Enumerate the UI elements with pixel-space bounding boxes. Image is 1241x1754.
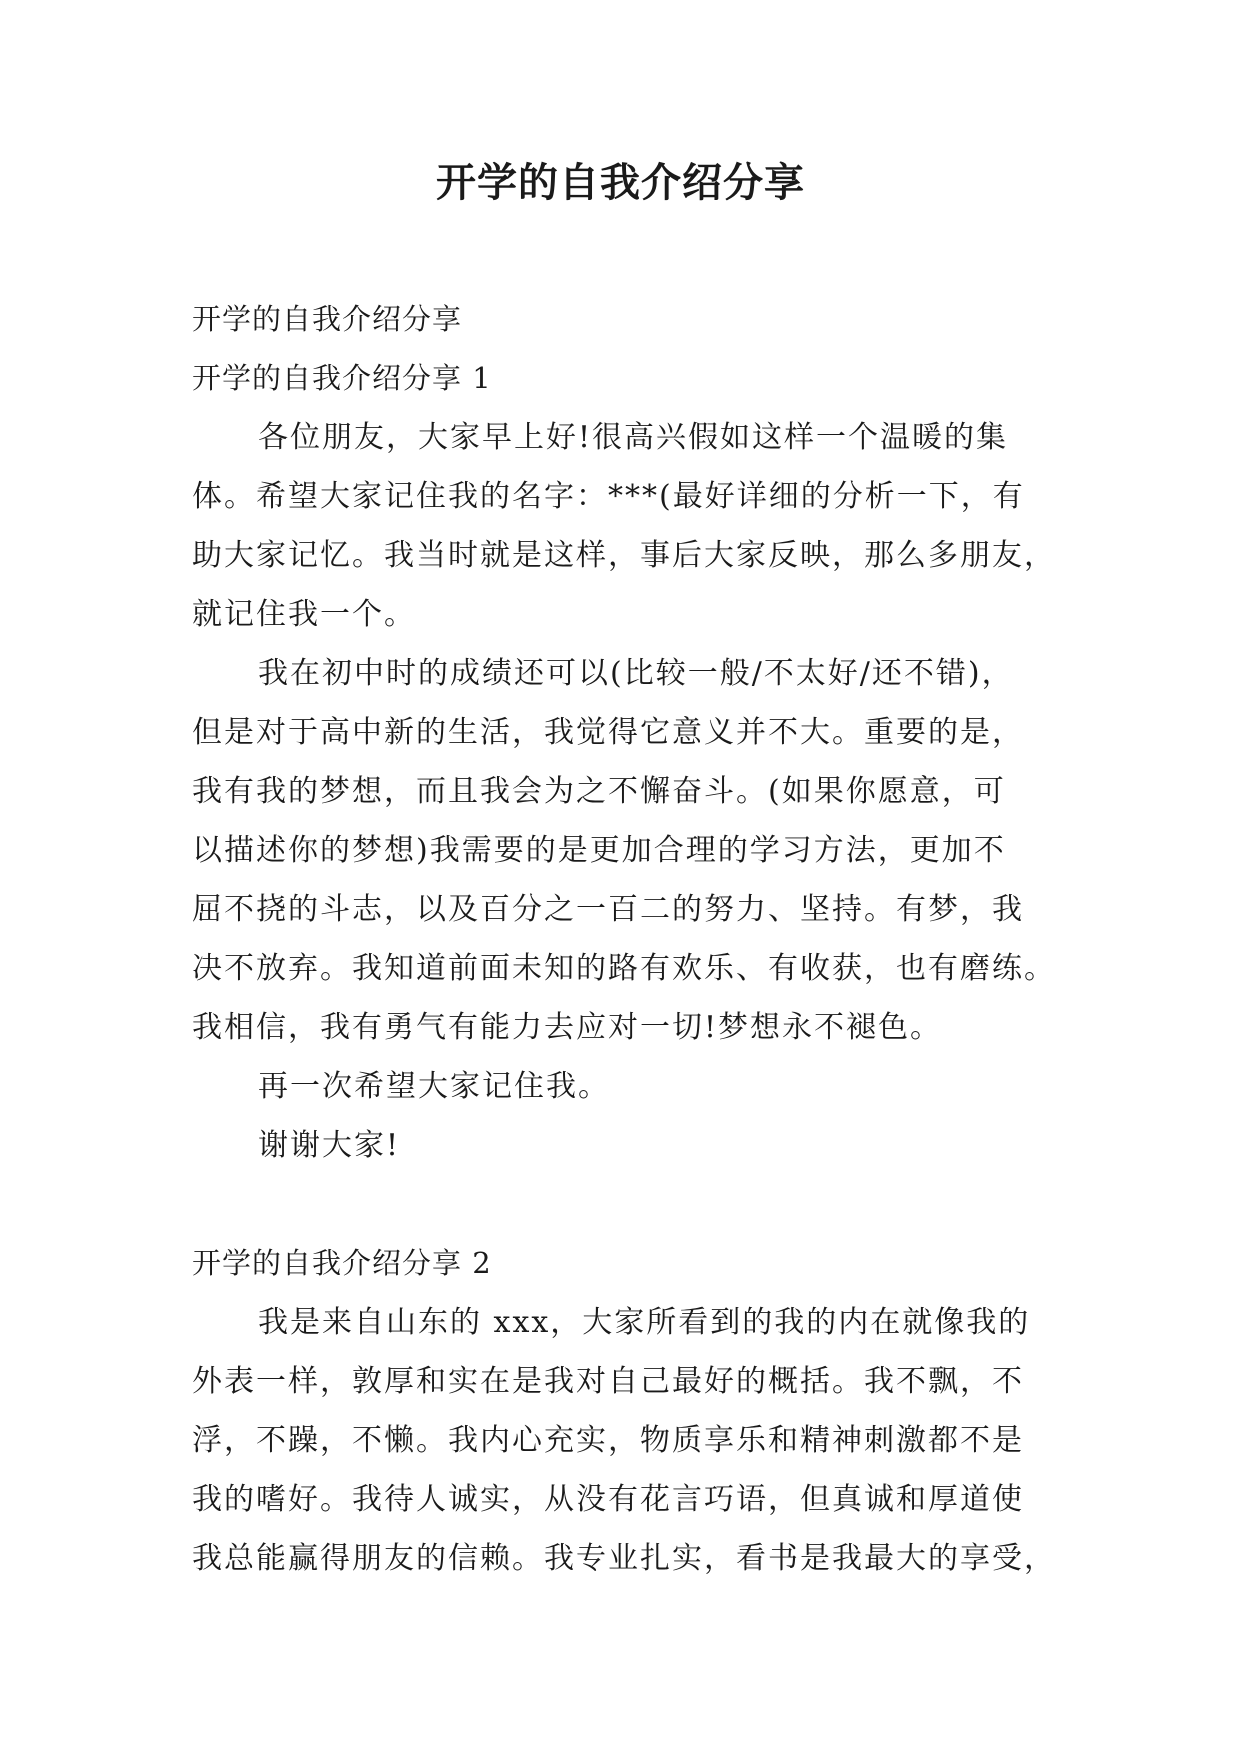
document-title: 开学的自我介绍分享 <box>436 160 805 206</box>
paragraph-line: 外表一样，敦厚和实在是我对自己最好的概括。我不飘，不 <box>192 1364 1024 1399</box>
paragraph-line: 各位朋友，大家早上好!很高兴假如这样一个温暖的集 <box>258 420 1009 455</box>
paragraph-line: 但是对于高中新的生活，我觉得它意义并不大。重要的是， <box>192 715 1024 750</box>
paragraph-line: 体。希望大家记住我的名字：***(最好详细的分析一下，有 <box>192 479 1025 514</box>
paragraph-line: 决不放弃。我知道前面未知的路有欢乐、有收获，也有磨练。 <box>192 951 1056 986</box>
paragraph-line: 浮，不躁，不懒。我内心充实，物质享乐和精神刺激都不是 <box>192 1423 1024 1458</box>
paragraph-line: 我是来自山东的 xxx，大家所看到的我的内在就像我的 <box>258 1305 1031 1340</box>
paragraph-line: 我总能赢得朋友的信赖。我专业扎实，看书是我最大的享受， <box>192 1541 1056 1576</box>
paragraph-line: 屈不挠的斗志，以及百分之一百二的努力、坚持。有梦，我 <box>192 892 1024 927</box>
document-body <box>192 290 1056 1588</box>
section-heading-2: 开学的自我介绍分享 2 <box>192 1246 492 1280</box>
section-heading-1: 开学的自我介绍分享 1 <box>192 361 492 395</box>
paragraph-line: 我的嗜好。我待人诚实，从没有花言巧语，但真诚和厚道使 <box>192 1482 1024 1517</box>
paragraph-line: 我在初中时的成绩还可以(比较一般/不太好/还不错)， <box>258 656 1014 691</box>
paragraph-line: 就记住我一个。 <box>192 597 416 632</box>
subtitle-line: 开学的自我介绍分享 <box>192 302 463 336</box>
paragraph-line: 我相信，我有勇气有能力去应对一切!梦想永不褪色。 <box>192 1010 943 1045</box>
paragraph-line: 再一次希望大家记住我。 <box>258 1069 610 1104</box>
paragraph-line: 助大家记忆。我当时就是这样，事后大家反映，那么多朋友， <box>192 538 1056 573</box>
section-spacer <box>192 1175 1052 1234</box>
paragraph-line: 我有我的梦想，而且我会为之不懈奋斗。(如果你愿意，可 <box>192 774 1006 809</box>
paragraph-line: 以描述你的梦想)我需要的是更加合理的学习方法，更加不 <box>192 833 1006 868</box>
paragraph-line: 谢谢大家! <box>258 1128 401 1163</box>
